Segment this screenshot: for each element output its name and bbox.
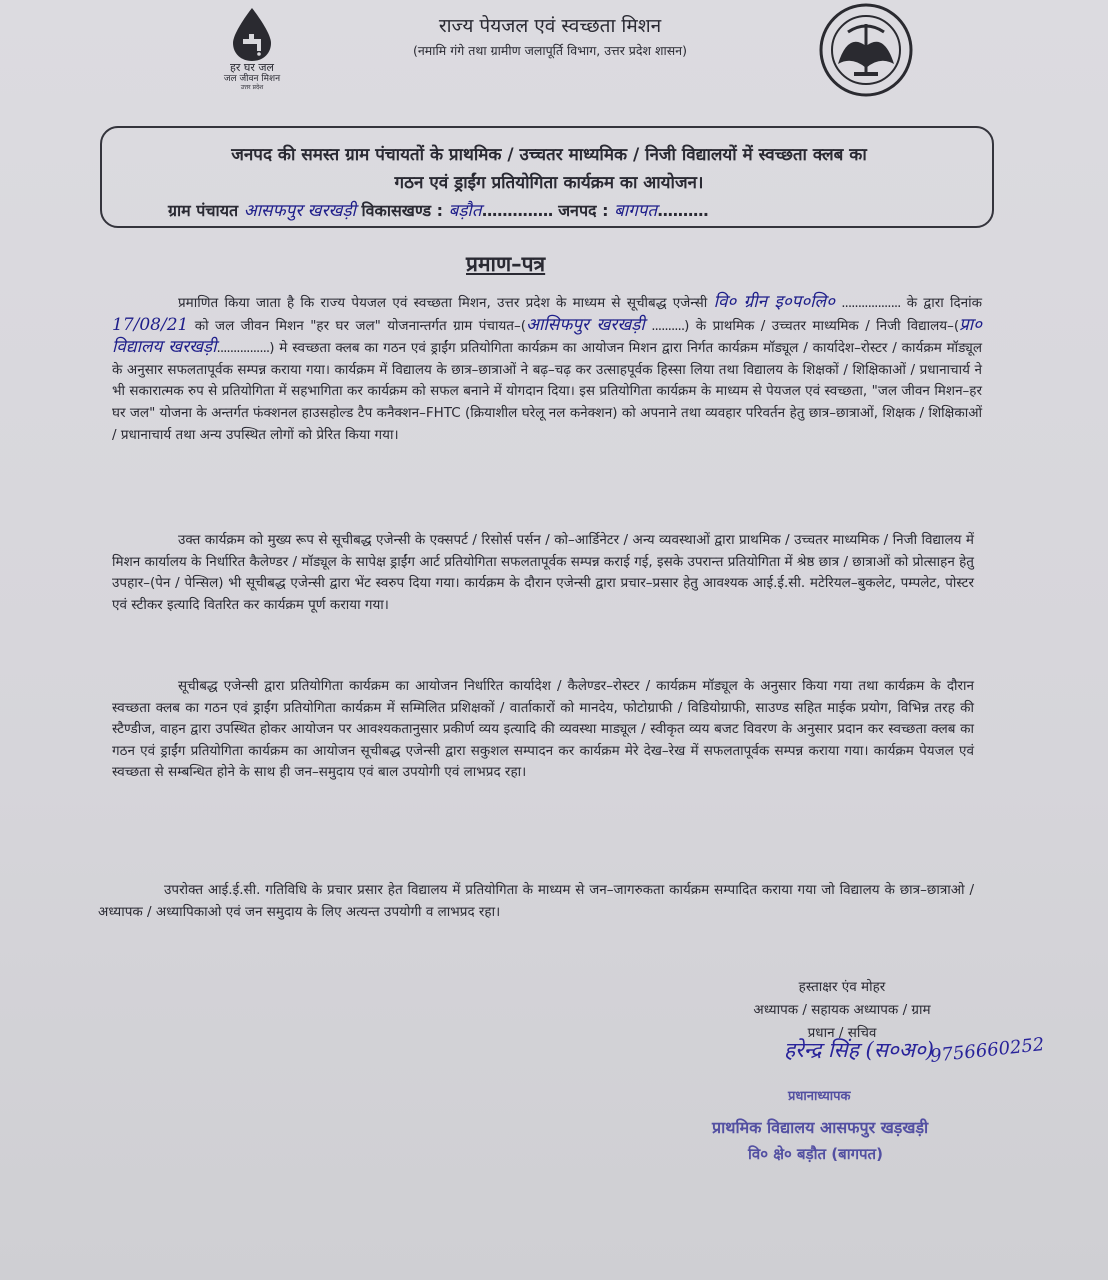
signatory-roles: अध्यापक / सहायक अध्यापक / ग्राम — [753, 1002, 931, 1018]
agency-name: वि० ग्रीन इ०प०लि० — [713, 292, 835, 312]
p2-text: उक्त कार्यक्रम को मुख्य रूप से सूचीबद्ध एजेन्सी के एक्सपर्ट / रिसोर्स पर्सन / को–आर्डिनेटर / अन्य व्यवस्थाओं द्वारा प्राथमिक / उच्चतर माध्यमिक / निजी विद्यालय में मिशन कार्यालय के निर्धारित कैलेण्डर / मॉड्यूल के सापेक्ष ड्राईंग आर्ट प्रतियोगिता सफलतापूर्वक सम्पन्न कराई गई, इसके उपरान्त प्रतियोगिता में श्रेष्ठ छात्र / छात्राओं को प्रोत्साहन हेतु उपहार–(पेन / पेन्सिल) भी सूचीबद्ध एजेन्सी द्वारा भेंट स्वरुप दिया गया। कार्यक्रम के दौरान एजेन्सी द्वारा प्रचार–प्रसार हेतु आवश्यक आई.ई.सी. मटेरियल–बुकलेट, पम्पलेट, पोस्टर एवं स्टीकर इत्यादि वितरित कर कार्यक्रम पूर्ण कराया गया। — [112, 532, 974, 613]
paragraph-4 — [98, 880, 974, 923]
p1-text-4: ) के प्राथमिक / उच्चतर माध्यमिक / निजी विद्यालय–( — [684, 317, 960, 334]
stamp-school-name: प्राथमिक विद्यालय आसफपुर खड़खड़ी — [712, 1118, 929, 1137]
gram-panchayat-name: आसिफपुर खरखड़ी — [526, 314, 645, 335]
location-fields: ग्राम पंचायत आसफपुर खरखड़ी विकासखण्ड : बड़ौत.............. जनपद : बागपत.......... — [168, 201, 708, 221]
school-name: प्रा० विद्यालय खरखड़ी — [112, 314, 983, 358]
logo-text-line3: उत्तर प्रदेश — [240, 84, 264, 91]
district-value: बागपत — [614, 201, 658, 221]
paragraph-1: प्रमाणित किया जाता है कि राज्य पेयजल एवं स्वच्छता मिशन, उत्तर प्रदेश के माध्यम से सूचीबद्ध एजेन्सी वि० ग्रीन इ०प०लि० .................. के द्वारा दिनांक 17/08/21 को जल जीवन मिशन "हर घर जल" योजनान्तर्गत ग्राम पंचायत–(आसिफपुर खरखड़ी ..........) के प्राथमिक / उच्चतर माध्यमिक / निजी विद्यालय–(प्रा० विद्यालय खरखड़ी................) मे स्वच्छता क्लब का गठन एवं ड्राईंग प्रतियोगिता कार्यक्रम का आयोजन मिशन द्वारा निर्गत कार्यक्रम मॉड्यूल / कार्यादेश–रोस्टर / कार्यक्रम मॉड्यूल के अनुसार सफलतापूर्वक सम्पन्न कराया गया। कार्यक्रम में विद्यालय के छात्र–छात्राओं ने बढ़–चढ़ कर उत्साहपूर्वक हिस्सा लिया तथा विद्यालय के शिक्षकों / शिक्षिकाओं / प्रधानाचार्य ने भी सकारात्मक रुप से प्रतियोगिता में सहभागिता कर कार्यक्रम को सफल बनाने में योगदान दिया। इस प्रतियोगिता कार्यक्रम के माध्यम से पेयजल एवं स्वच्छता, "जल जीवन मिशन–हर घर जल" योजना के अन्तर्गत फंक्शनल हाउसहोल्ड टैप कनैक्शन–FHTC (क्रियाशील घरेलू नल कनेक्शन) को अपनाने तथा व्यवहार परिवर्तन हेतु छात्र–छात्राओं, शिक्षक / शिक्षिकाओं / प्रधानाचार्य तथा अन्य उपस्थित लोगों को प्रेरित किया गया। — [112, 292, 983, 443]
p1-text-5: ) मे स्वच्छता क्लब का गठन एवं ड्राईंग प्रतियोगिता कार्यक्रम का आयोजन मिशन द्वारा निर्गत कार्यक्रम मॉड्यूल / कार्यादेश–रोस्टर / कार्यक्रम मॉड्यूल के अनुसार सफलतापूर्वक सम्पन्न कराया गया। कार्यक्रम में विद्यालय के छात्र–छात्राओं ने बढ़–चढ़ कर उत्साहपूर्वक हिस्सा लिया तथा विद्यालय के शिक्षकों / शिक्षिकाओं / प्रधानाचार्य ने भी सकारात्मक रुप से प्रतियोगिता में सहभागिता कर कार्यक्रम को सफल बनाने में योगदान दिया। इस प्रतियोगिता कार्यक्रम के माध्यम से पेयजल एवं स्वच्छता, "जल जीवन मिशन–हर घर जल" योजना के अन्तर्गत फंक्शनल हाउसहोल्ड टैप कनैक्शन–FHTC (क्रियाशील घरेलू नल कनेक्शन) को अपनाने तथा व्यवहार परिवर्तन हेतु छात्र–छात्राओं, शिक्षक / शिक्षिकाओं / प्रधानाचार्य तथा अन्य उपस्थित लोगों को प्रेरित किया गया। — [112, 340, 982, 443]
signature-block — [722, 976, 962, 1045]
subject-line-2: गठन एवं ड्राईंग प्रतियोगिता कार्यक्रम का आयोजन। — [394, 173, 704, 193]
water-drop-tap-icon — [229, 6, 275, 62]
handwritten-signature: हरेन्द्र सिंह (स०अ०) — [784, 1038, 934, 1062]
organization-subtitle: (नमामि गंगे तथा ग्रामीण जलापूर्ति विभाग, उत्तर प्रदेश शासन) — [412, 43, 687, 58]
p1-text-3: को जल जीवन मिशन "हर घर जल" योजनान्तर्गत ग्राम पंचायत–( — [194, 317, 526, 334]
gram-panchayat-label: ग्राम पंचायत — [168, 201, 239, 220]
paragraph-2 — [112, 530, 974, 616]
block-value: बड़ौत — [448, 201, 482, 221]
subject-line-1: जनपद की समस्त ग्राम पंचायतों के प्राथमिक / उच्चतर माध्यमिक / निजी विद्यालयों में स्वच्छता क्लब का — [231, 145, 867, 165]
district-label: जनपद : — [558, 201, 609, 220]
stamp-place: वि० क्षे० बड़ौत (बागपत) — [748, 1145, 883, 1163]
p3-text: सूचीबद्ध एजेन्सी द्वारा प्रतियोगिता कार्यक्रम का आयोजन निर्धारित कार्यादेश / कैलेण्डर–रोस्टर / कार्यक्रम मॉड्यूल के अनुसार किया गया तथा कार्यक्रम के दौरान स्वच्छता क्लब का गठन एवं ड्राईंग प्रतियोगिता कार्यक्रम में सम्मिलित प्रशिक्षकों / वार्ताकारों को मानदेय, फोटोग्राफी / विडियोग्राफी, साउण्ड सहित माईक प्रयोग, विभिन्न तरह की स्टैण्डीज, वाहन द्वारा उपस्थित होकर आयोजन पर आवश्यकतानुसार प्रकीर्ण व्यय इत्यादि की व्यवस्था माड्यूल / स्वीकृत व्यय बजट विवरण के अनुसार प्रदान कर स्वच्छता क्लब का गठन एवं ड्राईंग प्रतियोगिता कार्यक्रम का आयोजन सूचीबद्ध एजेन्सी द्वारा सकुशल सम्पादन कर कार्यक्रम मेरे देख–रेख में सफलतापूर्वक सम्पन्न कराया गया। कार्यक्रम पेयजल एवं स्वच्छता से सम्बन्धित होने के साथ ही जन–समुदाय एवं बाल उपयोगी एवं लाभप्रद रहा। — [112, 678, 974, 781]
gram-panchayat-value: आसफपुर खरखड़ी — [243, 201, 356, 221]
handwritten-phone-number: 9756660252 — [929, 1034, 1046, 1067]
organization-title: राज्य पेयजल एवं स्वच्छता मिशन — [438, 15, 662, 37]
logo-text-line1: हर घर जल — [230, 61, 274, 74]
logo-text-line2: जल जीवन मिशन — [223, 74, 281, 84]
signature-label: हस्ताक्षर एंव मोहर — [798, 979, 886, 995]
stamp-designation: प्रधानाध्यापक — [788, 1089, 851, 1104]
up-government-emblem-icon — [818, 2, 914, 98]
p1-text-1: प्रमाणित किया जाता है कि राज्य पेयजल एवं स्वच्छता मिशन, उत्तर प्रदेश के माध्यम से सूचीबद्ध एजेन्सी — [178, 295, 708, 311]
program-date: 17/08/21 — [112, 314, 189, 335]
p1-text-2: के द्वारा दिनांक — [906, 295, 983, 311]
p4-text: उपरोक्त आई.ई.सी. गतिविधि के प्रचार प्रसार हेत विद्यालय में प्रतियोगिता के माध्यम से जन–जागरुकता कार्यक्रम सम्पादित कराया गया जो विद्यालय के छात्र–छात्राओ / अध्यापक / अध्यापिकाओ एवं जन समुदाय के लिए अत्यन्त उपयोगी व लाभप्रद रहा। — [98, 882, 974, 920]
certificate-title: प्रमाण–पत्र — [466, 252, 546, 276]
paragraph-3 — [112, 676, 974, 784]
har-ghar-jal-logo — [212, 6, 292, 98]
signatory-roles-2: प्रधान / सचिव — [807, 1025, 877, 1041]
block-label: विकासखण्ड : — [361, 201, 444, 220]
